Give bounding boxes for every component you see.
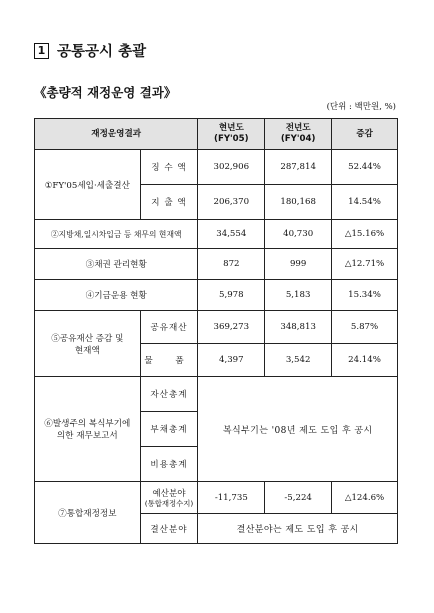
row3-label: ③채권 관리현황 <box>35 249 198 280</box>
row5-chg1: 5.87% <box>332 311 398 344</box>
row2-prev: 40,730 <box>265 220 332 249</box>
row7-label: ⑦통합재정정보 <box>35 482 141 544</box>
header-category: 재정운영결과 <box>35 119 198 150</box>
row6-sub1: 자산총계 <box>140 377 198 412</box>
table-row <box>35 220 398 249</box>
row1-cur1: 302,906 <box>198 150 265 185</box>
header-previous-line2: (FY'04) <box>280 134 316 144</box>
header-previous-line1: 전년도 <box>285 123 311 133</box>
row6-note: 복식부기는 '08년 제도 도입 후 공시 <box>198 377 398 482</box>
row5-label-line2: 현재액 <box>74 345 100 356</box>
row1-prev2: 180,168 <box>265 185 332 220</box>
row3-chg: △12.71% <box>332 249 398 280</box>
section-number: 1 <box>34 43 49 59</box>
section-title <box>34 40 146 61</box>
row2-cur: 34,554 <box>198 220 265 249</box>
row7-prev1: -5,224 <box>265 482 332 514</box>
row5-label <box>35 311 141 377</box>
row6-label <box>35 377 141 482</box>
header-current-line2: (FY'05) <box>214 134 249 144</box>
table-row <box>35 482 398 514</box>
row1-chg2: 14.54% <box>332 185 398 220</box>
row6-label-line2: 의한 재무보고서 <box>56 431 118 441</box>
row6-sub2: 부채총계 <box>140 412 198 447</box>
row7-note: 결산분야는 제도 도입 후 공시 <box>198 514 398 544</box>
row1-prev1: 287,814 <box>265 150 332 185</box>
table-row <box>35 311 398 344</box>
row1-label: ①FY'05세입·세출결산 <box>35 150 141 220</box>
row5-prev1: 348,813 <box>265 311 332 344</box>
row1-chg1: 52.44% <box>332 150 398 185</box>
row4-prev: 5,183 <box>265 280 332 311</box>
row7-cur1: -11,735 <box>198 482 265 514</box>
fiscal-summary-table <box>34 118 398 544</box>
row4-label: ④기금운용 현황 <box>35 280 198 311</box>
row5-label-line1: ⑤공유재산 증감 및 <box>51 333 124 344</box>
row7-sub2: 결산분야 <box>140 514 198 544</box>
row5-chg2: 24.14% <box>332 344 398 377</box>
row5-sub1: 공유재산 <box>140 311 198 344</box>
row5-cur2: 4,397 <box>198 344 265 377</box>
row1-sub1: 징 수 액 <box>140 150 198 185</box>
header-previous <box>265 119 332 150</box>
row2-chg: △15.16% <box>332 220 398 249</box>
row7-sub1-line2: (통합재정수지) <box>144 498 194 508</box>
subtitle: 《총량적 재정운영 결과》 <box>34 85 177 100</box>
header-current <box>198 119 265 150</box>
row4-cur: 5,978 <box>198 280 265 311</box>
section-title-text: 공통공시 총괄 <box>57 44 147 60</box>
row1-cur2: 206,370 <box>198 185 265 220</box>
row6-sub3: 비용총계 <box>140 447 198 482</box>
row5-cur1: 369,273 <box>198 311 265 344</box>
row7-chg1: △124.6% <box>332 482 398 514</box>
row3-cur: 872 <box>198 249 265 280</box>
row7-sub1-line1: 예산분야 <box>152 488 186 499</box>
row2-label: ②지방채,일시차입금 등 채무의 현재액 <box>35 220 198 249</box>
table-row <box>35 150 398 185</box>
header-change: 증감 <box>332 119 398 150</box>
header-current-line1: 현년도 <box>218 123 244 133</box>
row6-label-line1: ⑥발생주의 복식부기에 <box>44 419 131 429</box>
table-row <box>35 377 398 412</box>
row5-prev2: 3,542 <box>265 344 332 377</box>
row5-sub2: 물 품 <box>140 344 198 377</box>
unit-label: (단위 : 백만원, %) <box>326 102 396 112</box>
row1-sub2: 지 출 액 <box>140 185 198 220</box>
row4-chg: 15.34% <box>332 280 398 311</box>
table-row <box>35 249 398 280</box>
row3-prev: 999 <box>265 249 332 280</box>
table-row <box>35 280 398 311</box>
table-header-row <box>35 119 398 150</box>
row7-sub1 <box>140 482 198 514</box>
